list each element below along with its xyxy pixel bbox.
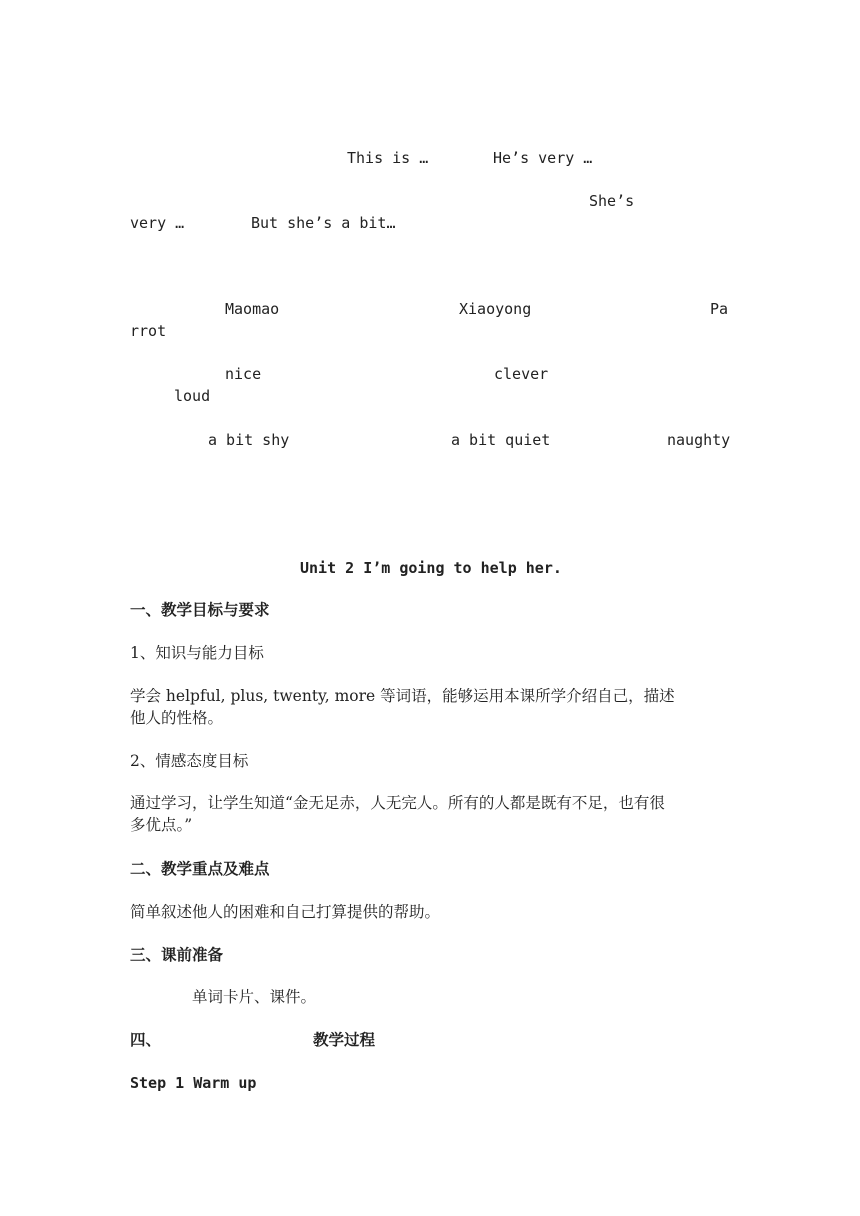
- frame-shes: She’s: [589, 192, 635, 210]
- table-cell-nice: nice: [225, 365, 262, 383]
- table-cell-parrot-part2: rrot: [130, 322, 167, 340]
- frame-but-shes-a-bit: But she’s a bit…: [251, 214, 396, 232]
- section-1-paragraph-2-line-1: 通过学习，让学生知道“金无足赤，人无完人。所有的人都是既有不足，也有很: [130, 794, 665, 812]
- section-1-paragraph-1-line-1: 学会 helpful, plus, twenty, more 等词语，能够运用本课所学介绍自己，描述: [130, 687, 675, 705]
- section-2-heading: 二、教学重点及难点: [130, 859, 270, 878]
- section-4-heading-number: 四、: [130, 1030, 162, 1049]
- table-cell-loud: loud: [174, 387, 211, 405]
- table-cell-a-bit-quiet: a bit quiet: [451, 431, 551, 449]
- frame-hes-very: He’s very …: [493, 149, 593, 167]
- section-2-paragraph: 简单叙述他人的困难和自己打算提供的帮助。: [130, 903, 441, 921]
- step-1-heading: Step 1 Warm up: [130, 1074, 257, 1092]
- table-cell-parrot-part1: Pa: [710, 300, 729, 318]
- table-cell-clever: clever: [494, 365, 549, 383]
- frame-very: very …: [130, 214, 185, 232]
- section-4-heading-text: 教学过程: [313, 1030, 376, 1049]
- table-cell-maomao: Maomao: [225, 300, 280, 318]
- section-1-heading: 一、教学目标与要求: [130, 600, 270, 619]
- section-3-paragraph: 单词卡片、课件。: [192, 988, 317, 1006]
- table-cell-a-bit-shy: a bit shy: [208, 431, 290, 449]
- section-1-subheading-1: 1、知识与能力目标: [130, 644, 264, 662]
- section-3-heading: 三、课前准备: [130, 945, 224, 964]
- unit-title: Unit 2 I’m going to help her.: [300, 559, 562, 577]
- section-1-paragraph-2-line-2: 多优点。”: [130, 816, 193, 834]
- section-1-subheading-2: 2、情感态度目标: [130, 752, 249, 770]
- frame-this-is: This is …: [347, 149, 429, 167]
- table-cell-naughty: naughty: [667, 431, 731, 449]
- table-cell-xiaoyong: Xiaoyong: [459, 300, 532, 318]
- section-1-paragraph-1-line-2: 他人的性格。: [130, 709, 224, 727]
